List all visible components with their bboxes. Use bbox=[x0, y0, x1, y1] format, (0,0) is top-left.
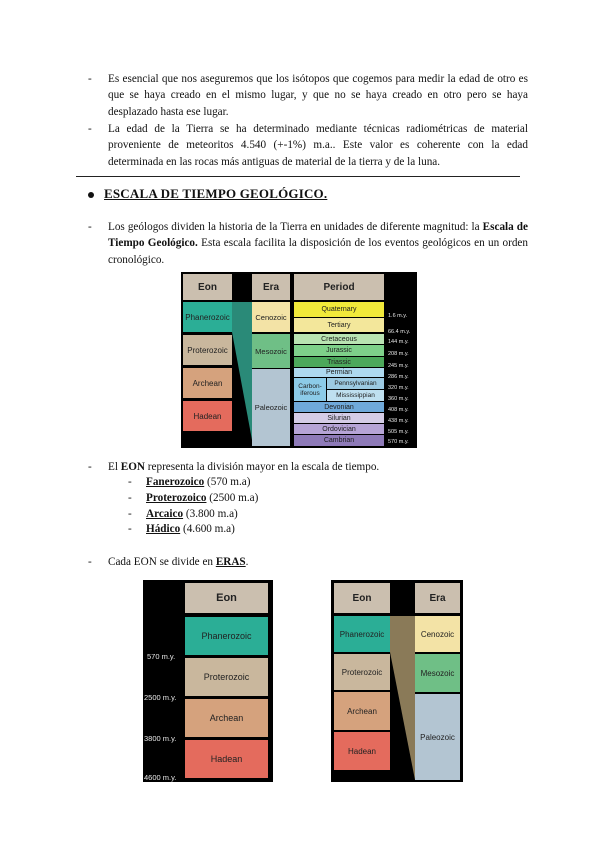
dash-marker: - bbox=[88, 123, 92, 135]
age-label: 66.4 m.y. bbox=[388, 329, 411, 335]
age-label: 144 m.y. bbox=[388, 339, 409, 345]
period-devonian: Devonian bbox=[294, 402, 384, 412]
dash-marker: - bbox=[88, 556, 92, 568]
header-eon: Eon bbox=[183, 274, 232, 300]
period-jurassic: Jurassic bbox=[294, 345, 384, 356]
eras-text-post: . bbox=[245, 556, 249, 568]
period-quaternary: Quaternary bbox=[294, 302, 384, 317]
age-label: 286 m.y. bbox=[388, 374, 409, 380]
age-label: 1.6 m.y. bbox=[388, 313, 408, 319]
header-period: Period bbox=[294, 274, 384, 300]
eon-value: (3.800 m.a) bbox=[185, 508, 238, 520]
age-label: 3800 m.y. bbox=[144, 734, 177, 743]
geologic-timescale-figure bbox=[181, 272, 417, 448]
period-carboniferous: Carbon-iferous bbox=[294, 378, 326, 401]
eon-def-text-pre: El bbox=[108, 461, 121, 473]
period-permian: Permian bbox=[294, 368, 384, 377]
eon-phanerozoic: Phanerozoic bbox=[185, 617, 268, 655]
age-label: 408 m.y. bbox=[388, 407, 409, 413]
era-paleozoic: Paleozoic bbox=[415, 694, 460, 780]
age-label: 570 m.y. bbox=[388, 439, 409, 445]
eras-bold: ERAS bbox=[215, 556, 246, 568]
eon-hadean: Hadean bbox=[185, 740, 268, 778]
eras-text-pre: Cada EON se divide en bbox=[108, 556, 216, 568]
escala-paragraph bbox=[108, 219, 528, 268]
period-tertiary: Tertiary bbox=[294, 318, 384, 332]
era-cenozoic: Cenozoic bbox=[252, 302, 290, 332]
age-label: 505 m.y. bbox=[388, 429, 409, 435]
escala-text-post: Esta escala facilita la disposición de los eventos geológicos en un orden cronológico. bbox=[108, 237, 528, 266]
era-mesozoic: Mesozoic bbox=[252, 334, 290, 368]
age-label: 4600 m.y. bbox=[144, 773, 177, 782]
eon-list-item: - Hádico (4.600 m.a) bbox=[128, 523, 235, 535]
period-cretaceous: Cretaceous bbox=[294, 334, 384, 344]
eon-name: Hádico bbox=[146, 523, 181, 535]
divider bbox=[76, 176, 520, 177]
eon-def-bold: EON bbox=[120, 461, 145, 473]
eon-list-item: - Arcaico (3.800 m.a) bbox=[128, 508, 238, 520]
eon-definition bbox=[108, 459, 528, 475]
eon-list-item: - Proterozoico (2500 m.a) bbox=[128, 492, 259, 504]
eon-name: Fanerozoico bbox=[146, 476, 205, 488]
header-era: Era bbox=[252, 274, 290, 300]
header-eon: Eon bbox=[334, 583, 390, 613]
dash-marker: - bbox=[88, 221, 92, 233]
era-cenozoic: Cenozoic bbox=[415, 616, 460, 652]
eras-paragraph bbox=[108, 554, 528, 570]
dash-marker: - bbox=[88, 73, 92, 85]
eon-phanerozoic: Phanerozoic bbox=[183, 302, 232, 332]
age-label: 570 m.y. bbox=[147, 652, 176, 661]
period-silurian: Silurian bbox=[294, 413, 384, 423]
eon-proterozoic: Proterozoic bbox=[185, 658, 268, 696]
section-title: ESCALA DE TIEMPO GEOLÓGICO. bbox=[104, 186, 328, 201]
eon-scale-figure bbox=[143, 580, 273, 782]
bullet-icon bbox=[88, 192, 94, 198]
age-label: 438 m.y. bbox=[388, 418, 409, 424]
eon-value: (2500 m.a) bbox=[209, 492, 259, 504]
eon-list-item: - Fanerozoico (570 m.a) bbox=[128, 476, 251, 488]
eon-archean: Archean bbox=[183, 368, 232, 398]
eon-archean: Archean bbox=[185, 699, 268, 737]
period-ordovician: Ordovician bbox=[294, 424, 384, 434]
eon-value: (570 m.a) bbox=[207, 476, 251, 488]
header-eon: Eon bbox=[185, 583, 268, 613]
period-triassic: Triassic bbox=[294, 357, 384, 367]
eon-value: (4.600 m.a) bbox=[182, 523, 235, 535]
era-mesozoic: Mesozoic bbox=[415, 654, 460, 692]
intro-paragraph-edad-tierra: La edad de la Tierra se ha determinado mediante técnicas radiométricas de material proveniente de meteoritos 4.540 (+-1%) m.a.. Este valor es coherente con la edad determinada en las rocas más antiguas de material de la tierra y de la luna. bbox=[108, 123, 528, 168]
eon-proterozoic: Proterozoic bbox=[183, 335, 232, 365]
eon-name: Proterozoico bbox=[146, 492, 207, 504]
header-era: Era bbox=[415, 583, 460, 613]
age-label: 245 m.y. bbox=[388, 363, 409, 369]
period-mississippian: Mississippian bbox=[327, 390, 384, 401]
escala-bold-term: Escala de Tiempo Geológico. bbox=[108, 221, 528, 250]
era-paleozoic: Paleozoic bbox=[252, 369, 290, 446]
eon-hadean: Hadean bbox=[183, 401, 232, 431]
eon-phanerozoic: Phanerozoic bbox=[334, 616, 390, 652]
eon-hadean: Hadean bbox=[334, 732, 390, 770]
eon-era-figure bbox=[331, 580, 463, 782]
eon-name: Arcaico bbox=[146, 508, 184, 520]
period-pennsylvanian: Pennsylvanian bbox=[327, 378, 384, 389]
eon-era-connector bbox=[232, 300, 252, 440]
age-label: 2500 m.y. bbox=[144, 693, 177, 702]
age-label: 360 m.y. bbox=[388, 396, 409, 402]
eon-era-connector bbox=[390, 614, 415, 780]
intro-paragraph-isotopos: Es esencial que nos aseguremos que los isótopos que cogemos para medir la edad de otro es que se haya creado en el mismo lugar, y que no se haya creado en otro pero se haya desplazado hasta ese lugar. bbox=[108, 73, 528, 118]
dash-marker: - bbox=[88, 461, 92, 473]
age-label: 320 m.y. bbox=[388, 385, 409, 391]
escala-text-pre: Los geólogos dividen la historia de la Tierra en unidades de diferente magnitud: la bbox=[108, 221, 483, 233]
period-cambrian: Cambrian bbox=[294, 435, 384, 446]
age-label: 208 m.y. bbox=[388, 351, 409, 357]
eon-def-text-post: representa la división mayor en la escala de tiempo. bbox=[145, 461, 380, 473]
eon-proterozoic: Proterozoic bbox=[334, 654, 390, 690]
eon-archean: Archean bbox=[334, 692, 390, 730]
section-heading bbox=[88, 186, 327, 202]
